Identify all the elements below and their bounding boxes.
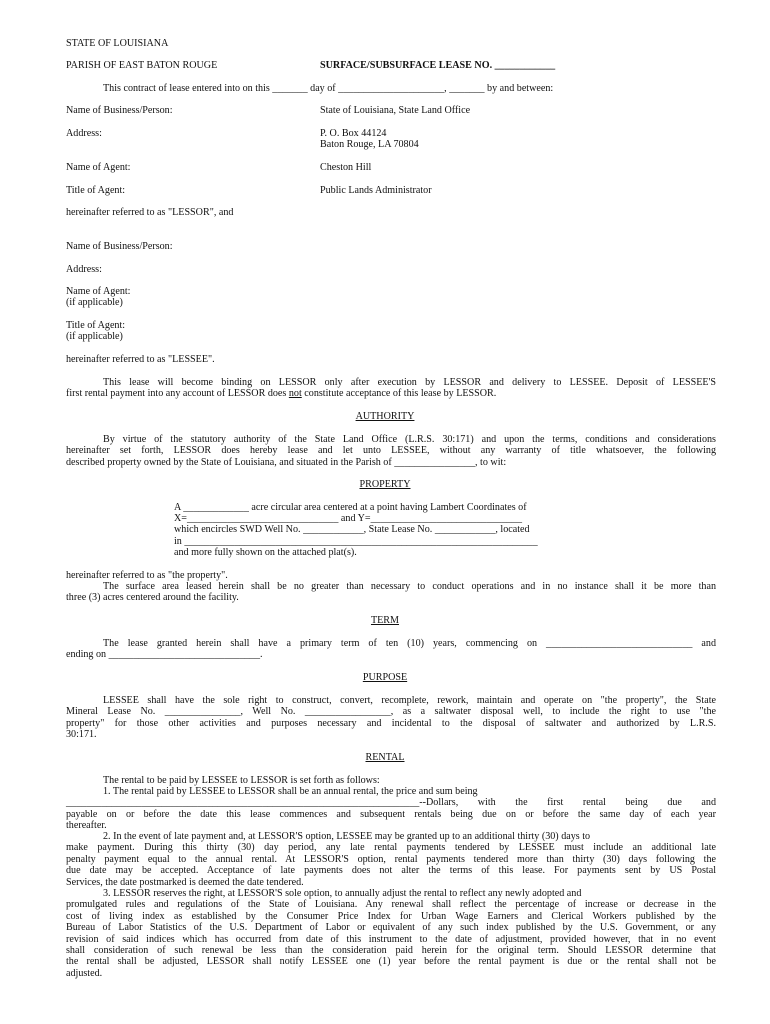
lessee-title-note: (if applicable)	[66, 331, 123, 342]
property-line4: in ______________________________________________________________________	[174, 536, 538, 547]
state-heading: STATE OF LOUISIANA	[66, 38, 169, 49]
rental-item-2: 2. In the event of late payment and, at LESSOR'S option, LESSEE may be granted up to an additional thirty (30) days to make payment. During this thirty (30) day period, any late rental payments tendered by LESSEE must include an additional late penalty payment equal to the annual rental. At LESSOR'S option, rental payments tendered more than thirty (30) days following the due date may be accepted. Acceptance of late payments does not alter the terms of this lease. For payments sent by US Postal Services, the date postmarked is deemed the date tendered.	[66, 831, 716, 888]
lessor-name-label: Name of Business/Person:	[66, 105, 173, 116]
rental-intro: The rental to be paid by LESSEE to LESSOR is set forth as follows:	[103, 775, 380, 786]
lessor-title-label: Title of Agent:	[66, 185, 126, 196]
lessor-agent-label: Name of Agent:	[66, 162, 131, 173]
purpose-heading: PURPOSE	[362, 672, 408, 683]
lessee-agent-label: Name of Agent:	[66, 286, 131, 297]
purpose-paragraph: LESSEE shall have the sole right to construct, convert, recomplete, rework, maintain and operate on "the property", the State Mineral Lease No. _______________, Well No. _________________, as a saltwater disposal well, to include the right to use "the property" for those other activities and purposes necessary and incidental to the disposal of saltwater and authorized by L.R.S. 30:171.	[66, 695, 716, 741]
rental-item-3: 3. LESSOR reserves the right, at LESSOR'S sole option, to annually adjust the rental to reflect any newly adopted and promulgated rules and regulations of the State of Louisiana. Any renewal shall reflect the percentage of increase or decrease in the cost of living index as established by the Consumer Price Index for Urban Wage Earners and Clerical Workers published by the Bureau of Labor Statistics of the U.S. Department of Labor or equivalent of any such index published by the U.S. Government, or any revision of said indices which has occurred from date of this instrument to the date of adjustment, provided however, that in no event shall consideration of such renewal be less than the consideration paid herein for the original term. Should LESSOR determine that the rental shall be adjusted, LESSOR shall notify LESSEE one (1) year before the rental payment is due or the rental shall not be adjusted.	[66, 888, 716, 979]
lessor-address-label: Address:	[66, 128, 102, 139]
property-line5: and more fully shown on the attached plat(s).	[174, 547, 357, 558]
lessee-address-label: Address:	[66, 264, 102, 275]
binding-paragraph: This lease will become binding on LESSOR only after execution by LESSOR and delivery to LESSEE. Deposit of LESSEE'S first rental payment into any account of LESSOR does not constitute acceptance of this lease by LESSOR.	[66, 377, 716, 400]
term-paragraph: The lease granted herein shall have a primary term of ten (10) years, commencing on _____________________________ and ending on ______________________________.	[66, 638, 716, 661]
contract-intro: This contract of lease entered into on this _______ day of _____________________, _______ by and between:	[103, 83, 554, 94]
lease-number-heading: SURFACE/SUBSURFACE LEASE NO. ____________	[320, 60, 556, 71]
lessor-address-line2: Baton Rouge, LA 70804	[320, 139, 419, 150]
lessor-title-value: Public Lands Administrator	[320, 185, 432, 196]
lessee-referred: hereinafter referred to as "LESSEE".	[66, 354, 215, 365]
property-heading: PROPERTY	[359, 479, 411, 490]
authority-paragraph: By virtue of the statutory authority of the State Land Office (L.R.S. 30:171) and upon the terms, conditions and considerations hereinafter set forth, LESSOR does hereby lease and let unto LESSEE, without any warranty of title whatsoever, the following described property owned by the State of Louisiana, and situated in the Parish of ________________, to wit:	[66, 434, 716, 468]
rental-item-1: 1. The rental paid by LESSEE to LESSOR shall be an annual rental, the price and sum being ______________________________________________________________________--Dollars, with the first rental being due and payable on or before the date this lease commences and subsequent rentals being due on or before the same day of each year thereafter.	[66, 786, 716, 832]
lessor-referred: hereinafter referred to as "LESSOR", and	[66, 207, 234, 218]
lessor-address-line1: P. O. Box 44124	[320, 128, 387, 139]
rental-heading: RENTAL	[365, 752, 405, 763]
property-surface-paragraph: The surface area leased herein shall be no greater than necessary to conduct operations and in no instance shall it be more than three (3) acres centered around the facility.	[66, 581, 716, 604]
lessee-title-label: Title of Agent:	[66, 320, 126, 331]
property-line2: X=______________________________ and Y=______________________________	[174, 513, 523, 524]
property-line1: A _____________ acre circular area centered at a point having Lambert Coordinates of	[174, 502, 527, 513]
property-referred: hereinafter referred to as "the property".	[66, 570, 228, 581]
lessor-name-value: State of Louisiana, State Land Office	[320, 105, 471, 116]
term-heading: TERM	[370, 615, 400, 626]
authority-heading: AUTHORITY	[355, 411, 415, 422]
lessee-agent-note: (if applicable)	[66, 297, 123, 308]
lessee-name-label: Name of Business/Person:	[66, 241, 173, 252]
lessor-agent-value: Cheston Hill	[320, 162, 372, 173]
property-line3: which encircles SWD Well No. ____________, State Lease No. ____________, located	[174, 524, 530, 535]
parish-heading: PARISH OF EAST BATON ROUGE	[66, 60, 218, 71]
